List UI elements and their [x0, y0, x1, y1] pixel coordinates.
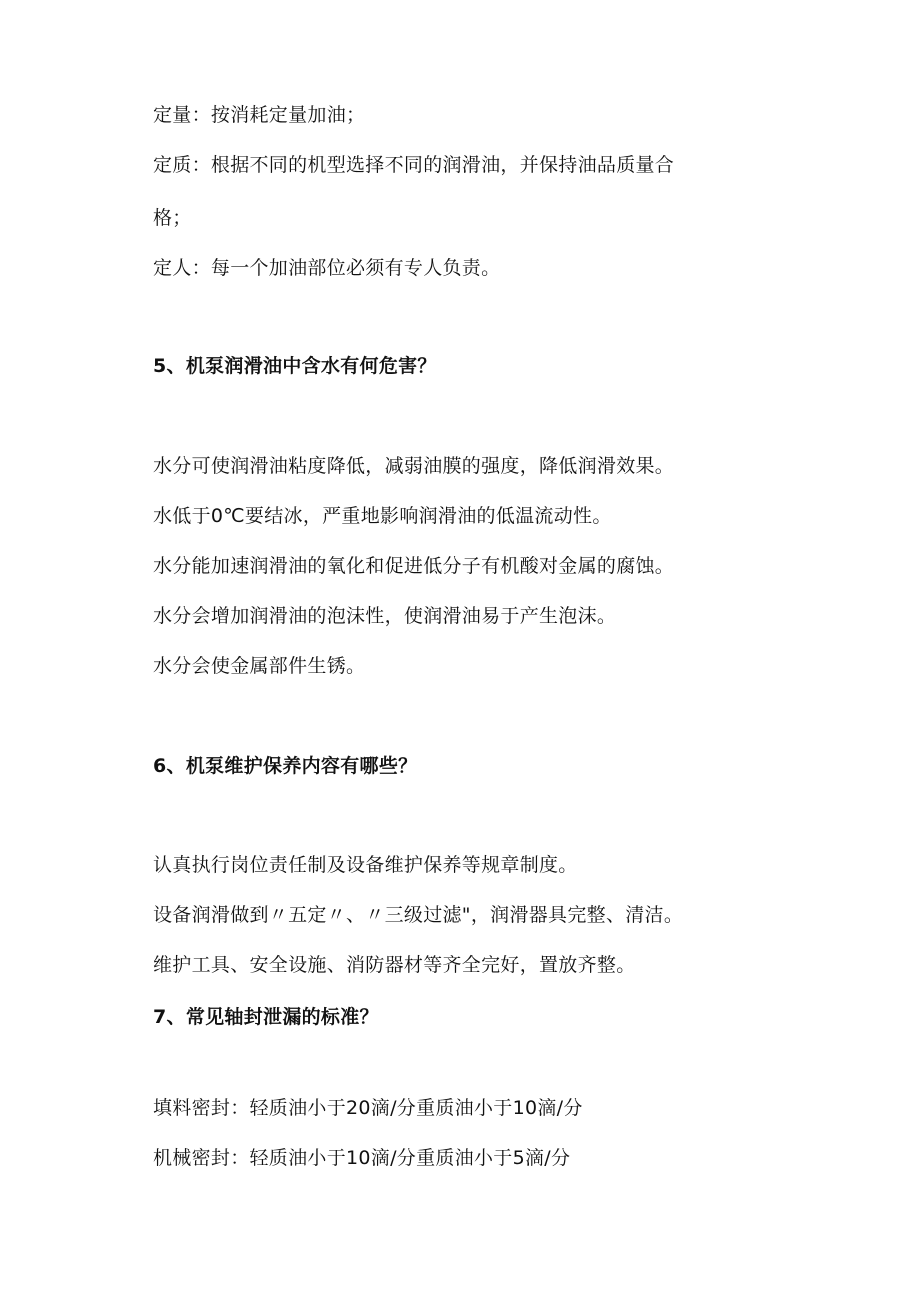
paragraph: 水分能加速润滑油的氧化和促进低分子有机酸对金属的腐蚀。 [153, 555, 675, 577]
paragraph: 设备润滑做到〃五定〃、〃三级过滤"，润滑器具完整、清洁。 [153, 904, 684, 926]
paragraph: 格； [153, 207, 192, 229]
section-heading: 7、常见轴封泄漏的标准？ [153, 1006, 379, 1028]
paragraph: 定人：每一个加油部位必须有专人负责。 [153, 257, 501, 279]
paragraph: 水低于0℃要结冰，严重地影响润滑油的低温流动性。 [153, 505, 612, 527]
paragraph: 定质：根据不同的机型选择不同的润滑油，并保持油品质量合 [153, 154, 675, 176]
paragraph: 水分会使金属部件生锈。 [153, 655, 366, 677]
paragraph: 填料密封：轻质油小于20滴/分重质油小于10滴/分 [153, 1097, 583, 1119]
paragraph: 机械密封：轻质油小于10滴/分重质油小于5滴/分 [153, 1147, 571, 1169]
section-heading: 5、机泵润滑油中含水有何危害？ [153, 355, 437, 377]
paragraph: 维护工具、安全设施、消防器材等齐全完好，置放齐整。 [153, 954, 636, 976]
paragraph: 水分会增加润滑油的泡沫性，使润滑油易于产生泡沫。 [153, 605, 617, 627]
paragraph: 水分可使润滑油粘度降低，减弱油膜的强度，降低润滑效果。 [153, 455, 675, 477]
section-heading: 6、机泵维护保养内容有哪些？ [153, 755, 418, 777]
paragraph: 定量：按消耗定量加油； [153, 104, 366, 126]
paragraph: 认真执行岗位责任制及设备维护保养等规章制度。 [153, 854, 578, 876]
